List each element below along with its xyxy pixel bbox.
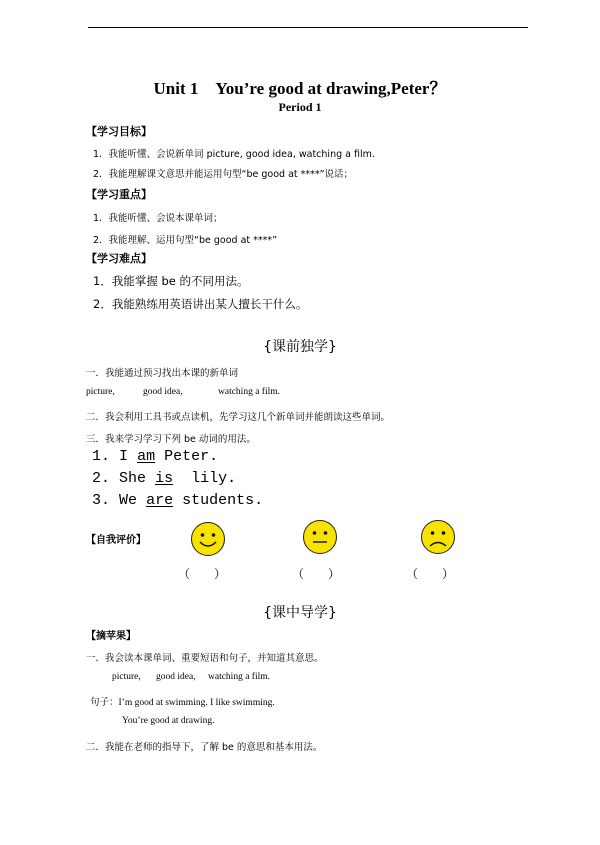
- in-class-word-2: good idea,: [156, 672, 196, 682]
- sad-rating-bracket[interactable]: （ ）: [406, 567, 455, 581]
- pre-study-line-3: 三．我来学习学习下列 be 动词的用法。: [86, 434, 256, 445]
- sentence-subject: We: [119, 492, 138, 509]
- sentence-rest: students.: [182, 492, 264, 509]
- sentence-verb: are: [146, 492, 174, 509]
- sentence-number: 2.: [92, 470, 111, 487]
- pre-study-word-1: picture,: [86, 387, 115, 397]
- happy-face-icon: [190, 521, 226, 557]
- sad-face-icon: [420, 519, 456, 555]
- key-point-item-1: 1．我能听懂、会说本课单词；: [93, 213, 223, 224]
- sentence-subject: She: [119, 470, 147, 487]
- in-class-word-3: watching a film.: [208, 672, 270, 682]
- in-class-sentence-1: [90, 694, 275, 708]
- sentence-label: 句子：: [90, 697, 119, 708]
- in-class-sentence-2: You’re good at drawing.: [122, 716, 215, 726]
- in-class-word-1: picture,: [112, 672, 141, 682]
- pre-study-word-2: good idea,: [143, 387, 183, 397]
- top-rule: [88, 27, 528, 28]
- sentence-text: I’m good at swimming. I like swimming.: [118, 698, 275, 708]
- sentence-rest: lily.: [191, 470, 237, 487]
- be-sentence-2: [92, 470, 236, 487]
- be-sentence-3: [92, 492, 263, 509]
- pre-study-section-title: {课前独学}: [263, 339, 337, 355]
- happy-rating-bracket[interactable]: （ ）: [178, 567, 227, 581]
- sentence-number: 3.: [92, 492, 111, 509]
- difficulty-item-2: 2．我能熟练用英语讲出某人擅长干什么。: [93, 297, 308, 311]
- goal-item-1: 1．我能听懂、会说新单词 picture, good idea, watching a film.: [93, 149, 375, 160]
- sentence-verb: is: [155, 470, 174, 487]
- in-class-line-2: 二．我能在老师的指导下，了解 be 的意思和基本用法。: [86, 742, 323, 753]
- be-sentence-1: [92, 448, 218, 465]
- sentence-rest: Peter.: [164, 448, 219, 465]
- self-eval-label: 【自我评价】: [86, 535, 146, 546]
- goal-item-2: 2．我能理解课文意思并能运用句型“be good at ****”说话；: [93, 169, 354, 180]
- pre-study-word-3: watching a film.: [218, 387, 280, 397]
- neutral-face-icon: [302, 519, 338, 555]
- goals-heading: 【学习目标】: [86, 125, 152, 138]
- pre-study-line-2: 二．我会利用工具书或点读机，先学习这几个新单词并能朗读这些单词。: [86, 412, 391, 423]
- neutral-rating-bracket[interactable]: （ ）: [292, 567, 341, 581]
- key-point-item-2: 2．我能理解、运用句型“be good at ****”: [93, 235, 278, 246]
- sentence-verb: am: [137, 448, 156, 465]
- key-points-heading: 【学习重点】: [86, 188, 152, 201]
- in-class-line-1: 一．我会读本课单词、重要短语和句子，并知道其意思。: [86, 653, 324, 664]
- in-class-section-title: {课中导学}: [263, 605, 337, 621]
- period-label: Period 1: [278, 100, 322, 114]
- sentence-subject: I: [119, 448, 129, 465]
- difficulties-heading: 【学习难点】: [86, 252, 152, 265]
- pick-apples-heading: 【摘苹果】: [86, 631, 136, 642]
- pre-study-line-1: 一．我能通过预习找出本课的新单词: [86, 368, 239, 379]
- page-title: Unit 1 You’re good at drawing,Peter？: [153, 79, 447, 98]
- difficulty-item-1: 1．我能掌握 be 的不同用法。: [93, 274, 249, 288]
- sentence-number: 1.: [92, 448, 111, 465]
